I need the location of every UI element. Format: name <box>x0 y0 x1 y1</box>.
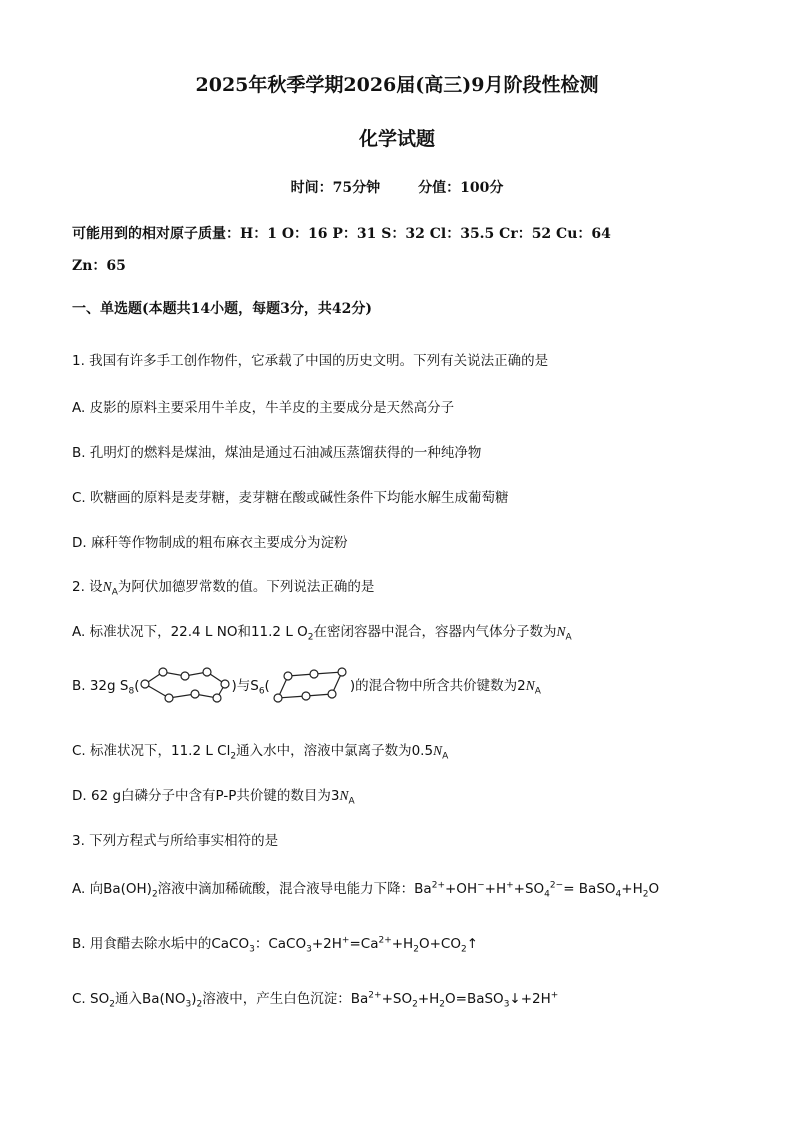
exam-time: 时间：75分钟 <box>290 180 381 196</box>
exam-score: 分值：100分 <box>418 180 504 196</box>
question-3-option-a: A. 向$Ba(OH)_2$溶液中滴加稀硫酸，混合液导电能力下降：$Ba^{2+}+OH^-+H^++SO_4^{2-}=$ $BaSO_4+H_2O$ <box>72 880 660 900</box>
question-1-option-d: D. 麻秆等作物制成的粗布麻衣主要成分为淀粉 <box>72 535 348 551</box>
section-heading: 一、单选题(本题共14小题，每题3分，共42分) <box>72 301 372 317</box>
question-2-stem: 2. 设$N_A$为阿伏加德罗常数的值。下列说法正确的是 <box>72 579 375 598</box>
atomic-mass-line1: 可能用到的相对原子质量：H：1 O：16 P：31 S：32 Cl：35.5 Cr：52 Cu：64 <box>72 226 611 242</box>
question-1-option-c: C. 吹糖画的原料是麦芽糖，麦芽糖在酸或碱性条件下均能水解生成葡萄糖 <box>72 490 509 506</box>
question-2-option-a: A. 标准状况下，22.4 L NO和11.2 L $O_2$在密闭容器中混合，容器内气体分子数为$N_A$ <box>72 624 572 643</box>
atomic-mass-line2: Zn：65 <box>72 258 126 274</box>
question-1-option-b: B. 孔明灯的燃料是煤油，煤油是通过石油减压蒸馏获得的一种纯净物 <box>72 445 482 461</box>
s6-ring-diagram <box>270 664 350 708</box>
question-2-option-b: B. 32g $S_8$( )与$S_6$( )的混合物中所含共价键数为$2N_A$ <box>72 664 541 708</box>
question-2-option-d: D. 62 g白磷分子中含有P-P共价键的数目为$3N_A$ <box>72 788 355 807</box>
question-3-option-c: C. $SO_2$通入$Ba(NO_3)_2$溶液中，产生白色沉淀：$Ba^{2+}+SO_2+H_2O=BaSO_3↓+2H^+$ <box>72 990 559 1010</box>
s8-ring-diagram <box>139 664 231 708</box>
question-2-option-c: C. 标准状况下，11.2 L $Cl_2$通入水中，溶液中氯离子数为$0.5N_A$ <box>72 743 449 762</box>
question-3-option-b: B. 用食醋去除水垢中的CaCO$_3$：$CaCO_3+2H^+=Ca^{2+}+H_2O+CO_2↑$ <box>72 935 478 955</box>
question-1-option-a: A. 皮影的原料主要采用牛羊皮，牛羊皮的主要成分是天然高分子 <box>72 400 455 416</box>
question-1-stem: 1. 我国有许多手工创作物件，它承载了中国的历史文明。下列有关说法正确的是 <box>72 353 549 369</box>
exam-info <box>0 177 794 197</box>
page-subtitle: 化学试题 <box>358 128 435 150</box>
page-title: 2025年秋季学期2026届(高三)9月阶段性检测 <box>195 74 599 96</box>
question-3-stem: 3. 下列方程式与所给事实相符的是 <box>72 833 279 849</box>
